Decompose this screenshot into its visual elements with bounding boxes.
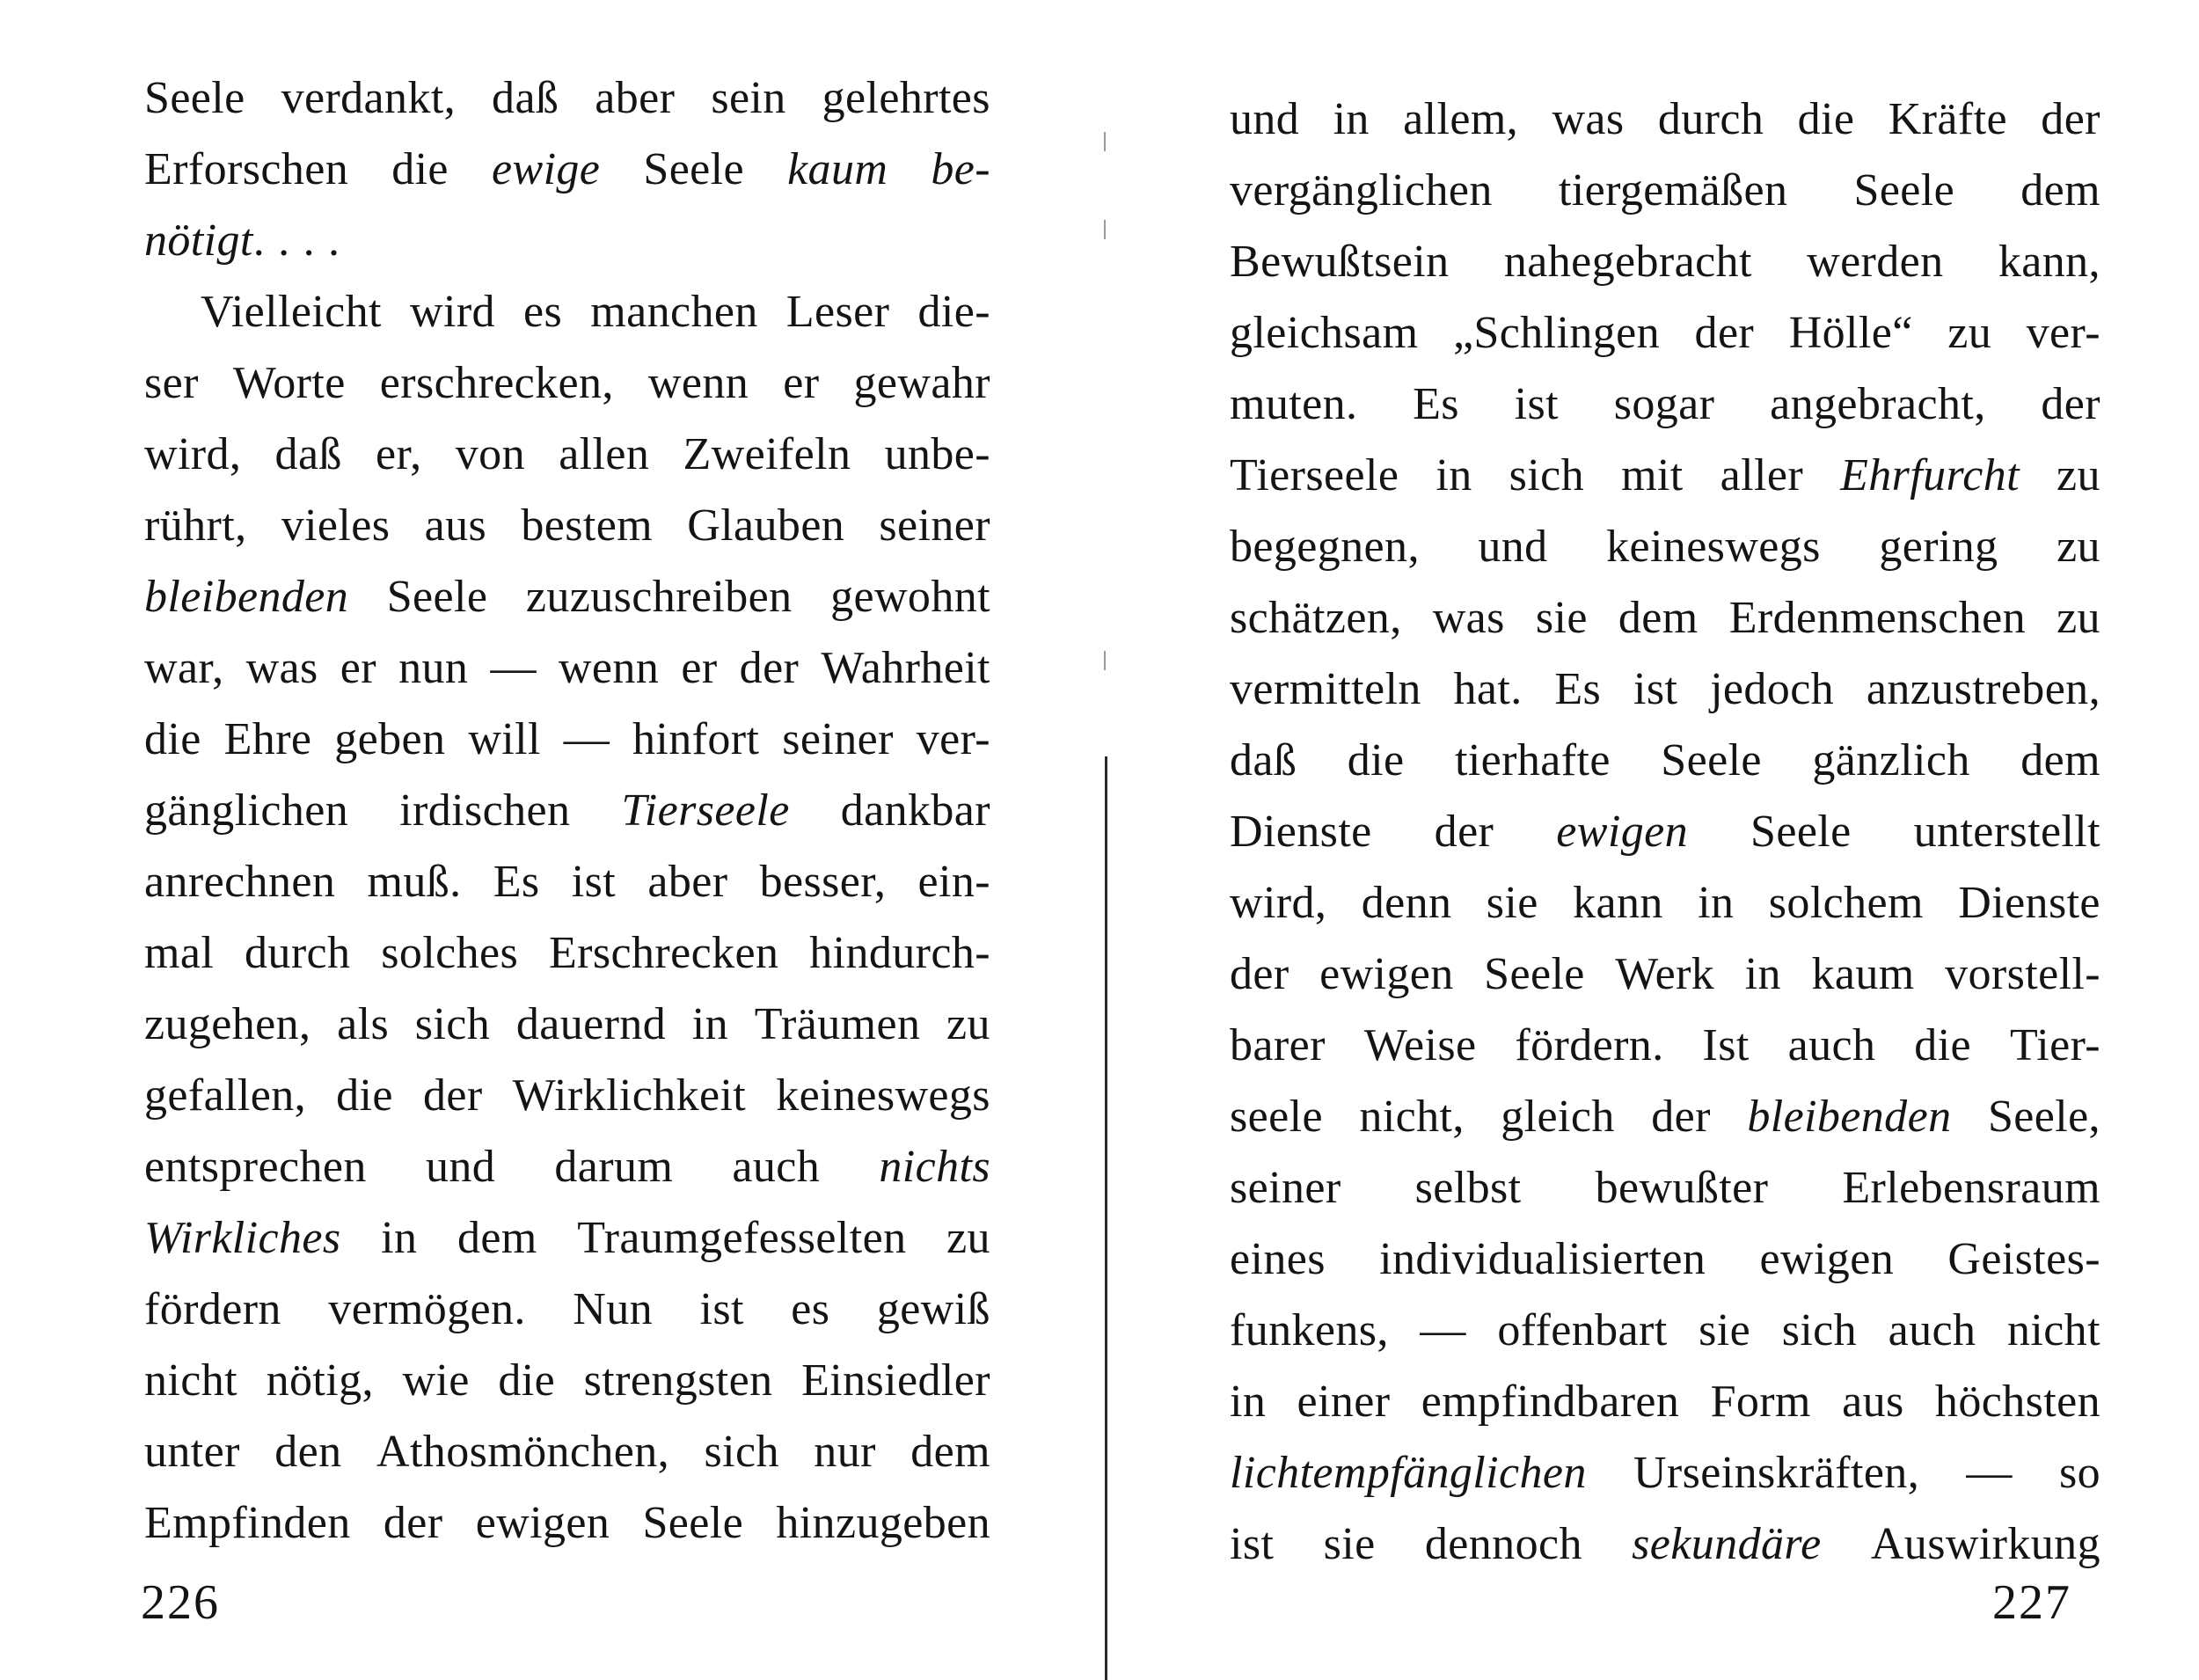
word: keineswegs bbox=[1606, 522, 1821, 572]
word: aller bbox=[1720, 450, 1804, 500]
word: darum bbox=[554, 1142, 674, 1192]
word: Auswirkung bbox=[1870, 1519, 2100, 1569]
word: solches bbox=[381, 928, 519, 978]
word: die bbox=[336, 1070, 393, 1121]
word: unbe- bbox=[884, 429, 990, 479]
word: Es bbox=[493, 857, 540, 907]
word: muß. bbox=[367, 857, 462, 907]
word: vermögen. bbox=[328, 1284, 526, 1334]
word: Hölle“ bbox=[1788, 308, 1913, 358]
word: Seele bbox=[1484, 949, 1585, 999]
word: allem, bbox=[1403, 94, 1519, 144]
word: — bbox=[1966, 1448, 2013, 1498]
text-line bbox=[1230, 796, 2100, 867]
word: ewige bbox=[492, 144, 601, 194]
word: zuzuschreiben bbox=[525, 572, 793, 622]
text-line bbox=[144, 490, 990, 561]
text-line bbox=[1230, 84, 2100, 155]
word: fördern bbox=[144, 1284, 281, 1334]
text-line bbox=[1230, 440, 2100, 511]
word: Erdenmenschen bbox=[1728, 593, 2026, 643]
word: gewahr bbox=[853, 358, 990, 408]
word: auch bbox=[732, 1142, 821, 1192]
word: in bbox=[381, 1213, 418, 1263]
word: seiner bbox=[782, 714, 894, 764]
word: Dienste bbox=[1230, 807, 1372, 857]
text-line bbox=[144, 775, 990, 846]
text-line bbox=[144, 1131, 990, 1202]
word: die bbox=[391, 144, 449, 194]
word: funkens, bbox=[1230, 1305, 1389, 1355]
word: unterstellt bbox=[1913, 807, 2100, 857]
text-line bbox=[1230, 654, 2100, 725]
word: aus bbox=[424, 500, 487, 551]
word: Seele bbox=[1661, 735, 1762, 785]
word: sie bbox=[1486, 878, 1538, 928]
word: sekundäre bbox=[1632, 1519, 1822, 1569]
text-line bbox=[144, 276, 990, 347]
word: einer bbox=[1297, 1377, 1391, 1427]
word: hat. bbox=[1453, 664, 1523, 714]
text-line bbox=[1230, 155, 2100, 226]
text-line bbox=[1230, 939, 2100, 1010]
word: ewigen bbox=[475, 1498, 610, 1548]
word: gänzlich bbox=[1812, 735, 1970, 785]
word: Vielleicht bbox=[201, 287, 382, 337]
word: rührt, bbox=[144, 500, 247, 551]
text-line bbox=[1230, 1508, 2100, 1580]
word: werden bbox=[1807, 237, 1944, 287]
word: auch bbox=[1888, 1305, 1976, 1355]
word: ewigen bbox=[1319, 949, 1454, 999]
word: Seele, bbox=[1987, 1092, 2100, 1142]
word: tierhafte bbox=[1454, 735, 1611, 785]
word: dennoch bbox=[1424, 1519, 1582, 1569]
word: es bbox=[523, 287, 563, 337]
word: ist bbox=[1514, 379, 1559, 429]
word: ein- bbox=[917, 857, 990, 907]
word: Nun bbox=[573, 1284, 654, 1334]
word: dem bbox=[910, 1427, 990, 1477]
word: erschrecken, bbox=[379, 358, 614, 408]
word: der bbox=[2041, 379, 2100, 429]
text-line bbox=[1230, 1152, 2100, 1223]
word: Leser bbox=[785, 287, 890, 337]
word: gewiß bbox=[876, 1284, 990, 1334]
word: dem bbox=[2020, 165, 2100, 215]
text-line bbox=[1230, 1081, 2100, 1152]
word: — bbox=[490, 643, 537, 693]
word: es bbox=[791, 1284, 830, 1334]
word: Ehre bbox=[223, 714, 312, 764]
word: Erlebensraum bbox=[1842, 1163, 2100, 1213]
word: denn bbox=[1361, 878, 1452, 928]
word: bleibenden bbox=[144, 572, 349, 622]
right-page-number: 227 bbox=[1992, 1575, 2071, 1630]
word: in bbox=[1230, 1377, 1267, 1427]
word: allen bbox=[559, 429, 650, 479]
word: kann bbox=[1573, 878, 1663, 928]
word: sich bbox=[1781, 1305, 1858, 1355]
word: dem bbox=[2020, 735, 2100, 785]
word: er, bbox=[376, 429, 422, 479]
word: — bbox=[1420, 1305, 1466, 1355]
word: bestem bbox=[521, 500, 654, 551]
word: dauernd bbox=[515, 999, 667, 1049]
text-line bbox=[144, 1345, 990, 1416]
word: Werk bbox=[1615, 949, 1715, 999]
text-line bbox=[144, 62, 990, 134]
word: daß bbox=[492, 73, 559, 123]
word: dem bbox=[1618, 593, 1699, 643]
word: Erforschen bbox=[144, 144, 349, 194]
text-line bbox=[1230, 1295, 2100, 1366]
word: nur bbox=[814, 1427, 876, 1477]
word: entsprechen bbox=[144, 1142, 367, 1192]
word: Tierseele bbox=[621, 785, 790, 836]
word: nahegebracht bbox=[1503, 237, 1752, 287]
word: Tier- bbox=[2009, 1020, 2100, 1070]
word: vermitteln bbox=[1230, 664, 1421, 714]
word: nicht, bbox=[1359, 1092, 1465, 1142]
word: Form bbox=[1710, 1377, 1811, 1427]
word: der bbox=[1434, 807, 1494, 857]
text-line bbox=[144, 1274, 990, 1345]
word: die bbox=[1914, 1020, 1972, 1070]
text-line bbox=[144, 1487, 990, 1559]
text-line bbox=[1230, 1366, 2100, 1437]
word: Dienste bbox=[1958, 878, 2100, 928]
word: Ehrfurcht bbox=[1840, 450, 2020, 500]
word: Traumgefesselten bbox=[577, 1213, 907, 1263]
word: in bbox=[691, 999, 729, 1049]
word: geben bbox=[334, 714, 446, 764]
word: Geistes- bbox=[1947, 1234, 2100, 1284]
word: der bbox=[2041, 94, 2100, 144]
word: und bbox=[425, 1142, 496, 1192]
text-line bbox=[144, 1202, 990, 1274]
word: ver- bbox=[2026, 308, 2100, 358]
word: Tierseele bbox=[1230, 450, 1399, 500]
word: Seele bbox=[386, 572, 488, 622]
text-line bbox=[144, 1060, 990, 1131]
word: ewigen bbox=[1556, 807, 1688, 857]
left-page-number: 226 bbox=[141, 1575, 220, 1630]
word: kaum bbox=[787, 144, 888, 194]
word: Einsiedler bbox=[801, 1355, 990, 1406]
word: angebracht, bbox=[1770, 379, 1986, 429]
word: die bbox=[498, 1355, 556, 1406]
word: seiner bbox=[1230, 1163, 1341, 1213]
word: eines bbox=[1230, 1234, 1326, 1284]
text-line bbox=[144, 561, 990, 632]
text-line bbox=[1230, 1437, 2100, 1508]
word: aber bbox=[647, 857, 728, 907]
word: muten. bbox=[1230, 379, 1358, 429]
text-line bbox=[144, 1416, 990, 1487]
word: ist bbox=[1633, 664, 1678, 714]
word: hinzugeben bbox=[776, 1498, 990, 1548]
word: nicht bbox=[144, 1355, 237, 1406]
word: so bbox=[2058, 1448, 2100, 1498]
text-line bbox=[1230, 725, 2100, 796]
text-line bbox=[1230, 297, 2100, 369]
word: den bbox=[274, 1427, 342, 1477]
word: der bbox=[383, 1498, 443, 1548]
word: was bbox=[1552, 94, 1625, 144]
word: sein bbox=[711, 73, 786, 123]
word: der bbox=[422, 1070, 483, 1121]
word: durch bbox=[245, 928, 351, 978]
word: und bbox=[1230, 94, 1300, 144]
word: höchsten bbox=[1934, 1377, 2100, 1427]
word: aus bbox=[1842, 1377, 1904, 1427]
word: strengsten bbox=[583, 1355, 773, 1406]
word: verdankt, bbox=[281, 73, 457, 123]
word: wenn bbox=[647, 358, 749, 408]
word: Erschrecken bbox=[549, 928, 779, 978]
word: Seele bbox=[144, 73, 245, 123]
word: . bbox=[278, 215, 290, 266]
word: nicht bbox=[2006, 1305, 2100, 1355]
word: durch bbox=[1657, 94, 1764, 144]
word: sie bbox=[1323, 1519, 1376, 1569]
text-line bbox=[1230, 226, 2100, 297]
word: mal bbox=[144, 928, 215, 978]
word: individualisierten bbox=[1379, 1234, 1706, 1284]
word: sich bbox=[414, 999, 491, 1049]
text-line bbox=[144, 989, 990, 1060]
word: fördern. bbox=[1515, 1020, 1664, 1070]
word: sich bbox=[704, 1427, 779, 1477]
word: Es bbox=[1413, 379, 1459, 429]
right-page bbox=[1100, 0, 2199, 1680]
word: und bbox=[1478, 522, 1548, 572]
word: bleibenden bbox=[1747, 1092, 1952, 1142]
word: ver- bbox=[916, 714, 990, 764]
word: gefallen, bbox=[144, 1070, 307, 1121]
word: . bbox=[327, 215, 340, 266]
word: gänglichen bbox=[144, 785, 349, 836]
word: Athosmönchen, bbox=[376, 1427, 670, 1477]
word: der bbox=[1651, 1092, 1711, 1142]
word: Empfinden bbox=[144, 1498, 351, 1548]
word: gleichsam bbox=[1230, 308, 1419, 358]
word: . bbox=[303, 215, 315, 266]
word: Urseinskräften, bbox=[1633, 1448, 1920, 1498]
word: kann, bbox=[1998, 237, 2100, 287]
word: sie bbox=[1699, 1305, 1751, 1355]
text-line bbox=[144, 917, 990, 989]
word: der bbox=[1230, 949, 1289, 999]
word: seiner bbox=[879, 500, 990, 551]
word: in bbox=[1436, 450, 1472, 500]
word: Ist bbox=[1702, 1020, 1750, 1070]
word: seele bbox=[1230, 1092, 1323, 1142]
word: wird, bbox=[1230, 878, 1327, 928]
word: in bbox=[1333, 94, 1370, 144]
word: be- bbox=[931, 144, 990, 194]
word: nötig, bbox=[266, 1355, 374, 1406]
word: Seele bbox=[643, 144, 744, 194]
word: was bbox=[245, 643, 318, 693]
word: wird bbox=[410, 287, 495, 337]
word: nichts bbox=[879, 1142, 990, 1192]
word: daß bbox=[1230, 735, 1297, 785]
text-line bbox=[1230, 369, 2100, 440]
text-line bbox=[1230, 1010, 2100, 1081]
word: mit bbox=[1621, 450, 1684, 500]
word: besser, bbox=[759, 857, 887, 907]
word: zugehen, bbox=[144, 999, 311, 1049]
word: sich bbox=[1509, 450, 1585, 500]
word: dankbar bbox=[840, 785, 990, 836]
word: Weise bbox=[1363, 1020, 1477, 1070]
text-line bbox=[144, 846, 990, 917]
word: wenn bbox=[558, 643, 660, 693]
word: die- bbox=[917, 287, 990, 337]
word: nun bbox=[398, 643, 469, 693]
word: selbst bbox=[1414, 1163, 1522, 1213]
word: die bbox=[1347, 735, 1405, 785]
text-line bbox=[144, 134, 990, 205]
word: zu bbox=[1947, 308, 1992, 358]
word: hindurch- bbox=[809, 928, 990, 978]
word: gelehrtes bbox=[822, 73, 990, 123]
word: anzustreben, bbox=[1866, 664, 2100, 714]
word: vorstell- bbox=[1945, 949, 2100, 999]
word: Bewußtsein bbox=[1230, 237, 1450, 287]
word: auch bbox=[1787, 1020, 1876, 1070]
word: zu bbox=[946, 1213, 990, 1263]
word: er bbox=[681, 643, 718, 693]
word: anrechnen bbox=[144, 857, 336, 907]
word: was bbox=[1432, 593, 1505, 643]
left-page-text bbox=[144, 62, 990, 1559]
word: aber bbox=[595, 73, 676, 123]
word: offenbart bbox=[1497, 1305, 1668, 1355]
word: gleich bbox=[1501, 1092, 1615, 1142]
word: Es bbox=[1554, 664, 1602, 714]
word: ist bbox=[699, 1284, 744, 1334]
word: tiergemäßen bbox=[1558, 165, 1788, 215]
word: Glauben bbox=[687, 500, 845, 551]
word: — bbox=[563, 714, 610, 764]
text-line bbox=[144, 205, 990, 276]
word: Wahrheit bbox=[821, 643, 990, 693]
word: zu bbox=[2057, 522, 2100, 572]
word: zu bbox=[2057, 593, 2100, 643]
word: sogar bbox=[1613, 379, 1715, 429]
word: er bbox=[783, 358, 820, 408]
word: Wirkliches bbox=[144, 1213, 341, 1263]
word: als bbox=[337, 999, 390, 1049]
word: bewußter bbox=[1595, 1163, 1769, 1213]
word: manchen bbox=[590, 287, 758, 337]
word: war, bbox=[144, 643, 224, 693]
word: ist bbox=[571, 857, 617, 907]
word: ewigen bbox=[1759, 1234, 1895, 1284]
word: hinfort bbox=[632, 714, 760, 764]
word: unter bbox=[144, 1427, 240, 1477]
word: solchem bbox=[1768, 878, 1924, 928]
word: Träumen bbox=[754, 999, 921, 1049]
text-line bbox=[144, 419, 990, 490]
word: wird, bbox=[144, 429, 242, 479]
word: Seele bbox=[1853, 165, 1955, 215]
word: Seele bbox=[642, 1498, 744, 1548]
word: die bbox=[144, 714, 201, 764]
text-line bbox=[144, 347, 990, 419]
text-line bbox=[1230, 582, 2100, 654]
word: in bbox=[1744, 949, 1781, 999]
word: keineswegs bbox=[776, 1070, 990, 1121]
word: jedoch bbox=[1710, 664, 1835, 714]
word: Zweifeln bbox=[683, 429, 851, 479]
word: nötigt. bbox=[144, 215, 266, 266]
word: dem bbox=[457, 1213, 537, 1263]
word: daß bbox=[274, 429, 342, 479]
word: Wirklichkeit bbox=[512, 1070, 747, 1121]
word: die bbox=[1797, 94, 1855, 144]
word: zu bbox=[2057, 450, 2100, 500]
word: der bbox=[1694, 308, 1755, 358]
word: irdischen bbox=[399, 785, 571, 836]
word: ser bbox=[144, 358, 199, 408]
word: sie bbox=[1535, 593, 1588, 643]
word: ist bbox=[1230, 1519, 1275, 1569]
word: er bbox=[340, 643, 376, 693]
word: kaum bbox=[1811, 949, 1915, 999]
word: vergänglichen bbox=[1230, 165, 1493, 215]
word: schätzen, bbox=[1230, 593, 1402, 643]
text-line bbox=[144, 632, 990, 704]
word: lichtempfänglichen bbox=[1230, 1448, 1587, 1498]
word: Seele bbox=[1750, 807, 1852, 857]
word: „Schlingen bbox=[1452, 308, 1661, 358]
word: Worte bbox=[232, 358, 346, 408]
word: wie bbox=[402, 1355, 470, 1406]
word: vieles bbox=[281, 500, 391, 551]
word: begegnen, bbox=[1230, 522, 1420, 572]
word: gewohnt bbox=[830, 572, 990, 622]
word: von bbox=[455, 429, 525, 479]
word: gering bbox=[1879, 522, 1998, 572]
text-line bbox=[1230, 1223, 2100, 1295]
word: Kräfte bbox=[1888, 94, 2007, 144]
text-line bbox=[144, 704, 990, 775]
word: in bbox=[1698, 878, 1735, 928]
word: der bbox=[739, 643, 800, 693]
word: empfindbaren bbox=[1421, 1377, 1680, 1427]
word: will bbox=[468, 714, 541, 764]
word: zu bbox=[946, 999, 990, 1049]
right-page-text bbox=[1230, 84, 2100, 1580]
text-line bbox=[1230, 511, 2100, 582]
text-line bbox=[1230, 867, 2100, 939]
word: barer bbox=[1230, 1020, 1326, 1070]
